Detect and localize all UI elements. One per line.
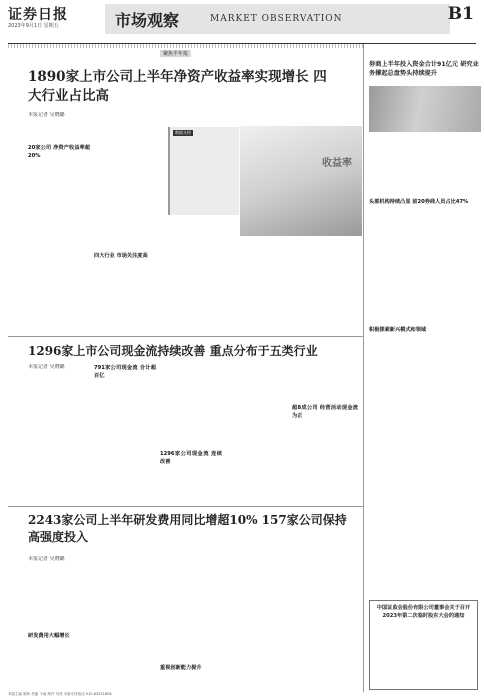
section-divider-2 bbox=[8, 506, 364, 507]
article3-subhead-2: 重视创新能力提升 bbox=[160, 665, 202, 671]
article2-byline: 本报记者 吴晓璐 bbox=[28, 364, 65, 370]
lead-column-2 bbox=[94, 112, 156, 336]
page-footer: 本版主编 陈炜 责编 于南 制作 闫亮 本版专线电话 010-83251808 bbox=[8, 692, 112, 696]
newspaper-logo: 证券日报 bbox=[8, 7, 68, 23]
hatch-band bbox=[8, 44, 364, 48]
photo-caption-text: 收益率 bbox=[322, 158, 352, 169]
issue-date: 2023年9月1日 星期五 bbox=[8, 23, 59, 29]
lead-byline: 本报记者 吴晓璐 bbox=[28, 112, 65, 118]
masthead bbox=[0, 0, 484, 46]
article2-column-2 bbox=[94, 364, 156, 504]
topic-label: 聚焦半年报 bbox=[160, 50, 191, 57]
article3-subhead-1: 研发费用大幅增长 bbox=[28, 633, 70, 640]
lead-headline: 1890家上市公司上半年净资产收益率实现增长 四大行业占比高 bbox=[28, 69, 327, 104]
article2-column-3 bbox=[160, 364, 222, 504]
sidebar-body bbox=[369, 140, 479, 595]
section-banner bbox=[105, 4, 450, 34]
keyword-tag: 数据支持 bbox=[175, 130, 191, 135]
page-number: B1 bbox=[447, 4, 474, 24]
article2-subhead-2: 1296家公司现金流 连续改善 bbox=[160, 451, 222, 465]
article3-column-1 bbox=[28, 556, 90, 688]
column-divider bbox=[363, 44, 364, 692]
section-title: 市场观察 bbox=[115, 11, 180, 30]
section-divider bbox=[8, 336, 364, 337]
lead-photo bbox=[240, 126, 362, 236]
article3-byline: 本报记者 吴晓璐 bbox=[28, 556, 65, 562]
sidebar-photo bbox=[369, 86, 481, 132]
article2-column-5 bbox=[292, 364, 358, 504]
article2-subhead-1: 791家公司现金流 合计超百亿 bbox=[94, 365, 156, 379]
announcement-box bbox=[369, 600, 478, 690]
lead-subhead-1: 20家公司 净资产收益率超20% bbox=[28, 145, 90, 160]
article2-subhead-3: 超8成公司 经营活动现金流为正 bbox=[292, 405, 358, 419]
section-title-en: MARKET OBSERVATION bbox=[210, 14, 343, 24]
sidebar-subhead: 头部机构持续凸显 前20券商人员占比47% bbox=[369, 199, 469, 205]
data-support-box bbox=[168, 127, 239, 215]
lead-subhead-2: 四大行业 市场关注度高 bbox=[94, 253, 148, 259]
announcement-title: 中国证监会股份有限公司董事会关于召开2023年第二次临时股东大会的通知 bbox=[376, 605, 471, 619]
sidebar-subhead-2: 积极探索新兴模式和领域 bbox=[369, 327, 427, 333]
article2-column-1 bbox=[28, 364, 90, 504]
article2-headline: 1296家上市公司现金流持续改善 重点分布于五类行业 bbox=[28, 344, 318, 358]
lead-column-1 bbox=[28, 112, 90, 336]
article3-headline: 2243家公司上半年研发费用同比增超10% 157家公司保持高强度投入 bbox=[28, 513, 347, 544]
article3-column-3 bbox=[160, 556, 222, 688]
sidebar-headline: 券商上半年投入资金合计91亿元 研究业务撑起总盘势头持续提升 bbox=[369, 61, 479, 77]
